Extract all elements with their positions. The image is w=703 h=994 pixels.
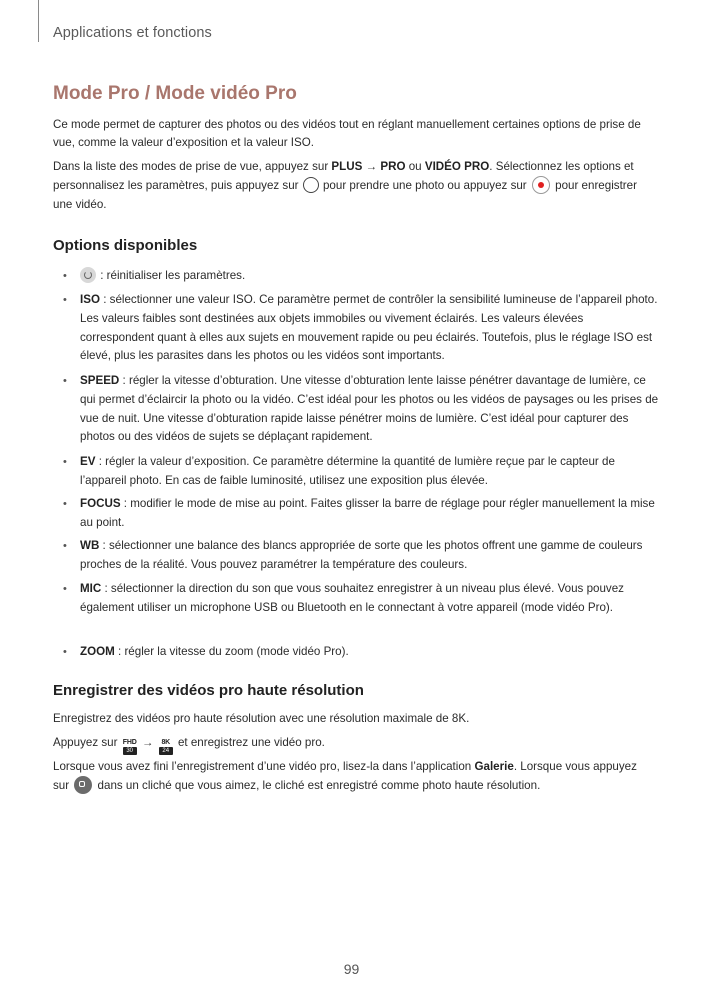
option-iso <box>63 291 660 366</box>
fhd-resolution-icon <box>123 739 137 755</box>
badge-bottom: 30 <box>123 747 137 755</box>
hires-text-4: . Lorsque vous appuyez sur <box>53 760 637 793</box>
bullet-icon: • <box>63 270 67 282</box>
option-term: ZOOM <box>80 645 115 658</box>
intro-text-2: . Sélectionnez les options et personnalisez les paramètres, puis appuyez sur <box>53 160 634 193</box>
reset-icon <box>80 267 96 283</box>
bullet-icon: • <box>63 294 67 306</box>
badge-bottom: 24 <box>159 747 173 755</box>
hires-paragraph-1: Enregistrez des vidéos pro haute résolution avec une résolution maximale de 8K. <box>53 712 470 725</box>
record-button-icon <box>532 176 550 194</box>
arrow-text: → <box>138 736 157 749</box>
option-text: : modifier le mode de mise au point. Faites glisser la barre de réglage pour régler manuellement la mise au point. <box>80 497 655 529</box>
header-rule <box>38 0 39 42</box>
bullet-icon: • <box>63 583 67 595</box>
bullet-icon: • <box>63 498 67 510</box>
gallery-label: Galerie <box>474 760 514 773</box>
option-text: : sélectionner la direction du son que vous souhaitez enregistrer à un niveau plus élevé. Vous pouvez également utiliser un microphone USB ou Bluetooth en le connectant à votre appareil (mode vidéo Pro). <box>80 582 624 614</box>
bullet-icon: • <box>63 540 67 552</box>
intro-paragraph-1: Ce mode permet de capturer des photos ou des vidéos tout en réglant manuellement certaines options de prise de vue, comme la valeur d’exposition et la valeur ISO. <box>53 118 641 150</box>
option-term: EV <box>80 455 96 468</box>
shutter-button-icon <box>303 177 319 193</box>
hires-text: Appuyez sur <box>53 736 121 749</box>
option-reset <box>63 267 660 286</box>
option-term: MIC <box>80 582 102 595</box>
page-number: 99 <box>343 961 360 977</box>
plus-label: PLUS <box>331 160 363 173</box>
option-text: : régler la valeur d’exposition. Ce paramètre détermine la quantité de lumière reçue par le capteur de l’appareil photo. En cas de faible luminosité, utilisez une exposition plus élevée. <box>80 455 615 487</box>
option-text: : régler la vitesse d’obturation. Une vitesse d’obturation lente laisse pénétrer davantage de lumière, ce qui permet d’éclaircir la photo ou la vidéo. C’est idéal pour les photos ou les vidéos de paysages ou les prises de vue de nuit. Une vitesse d’obturation rapide laisse pénétrer moins de lumière. C’est idéal pour capturer des photos ou des vidéos de sujets se déplaçant rapidement. <box>80 374 659 444</box>
hires-text-3: Lorsque vous avez fini l’enregistrement d’une vidéo pro, lisez-la dans l’application <box>53 760 475 773</box>
page-title: Mode Pro / Mode vidéo Pro <box>53 83 297 104</box>
8k-resolution-icon <box>159 739 173 755</box>
pro-label: PRO <box>380 160 406 173</box>
arrow-text: → <box>362 160 381 173</box>
badge-top: FHD <box>122 739 137 746</box>
option-term: WB <box>80 539 100 552</box>
option-zoom <box>63 643 660 662</box>
option-text: : régler la vitesse du zoom (mode vidéo Pro). <box>114 645 349 658</box>
option-term: FOCUS <box>80 497 121 510</box>
intro-text: Dans la liste des modes de prise de vue, appuyez sur <box>53 160 332 173</box>
bullet-icon: • <box>63 456 67 468</box>
section-header: Applications et fonctions <box>53 25 212 41</box>
high-resolution-capture-icon <box>74 776 92 794</box>
bullet-icon: • <box>63 375 67 387</box>
hires-paragraph-2 <box>53 734 653 755</box>
options-heading: Options disponibles <box>53 237 198 254</box>
bullet-icon: • <box>63 646 67 658</box>
or-text: ou <box>405 160 425 173</box>
option-text: : sélectionner une valeur ISO. Ce paramètre permet de contrôler la sensibilité lumineuse de l’appareil photo. Les valeurs faibles sont destinées aux objets immobiles ou vivement éclairés. Les valeurs élevées correspondent quant à elles aux sujets en mouvement rapide ou peu éclairés. Toutefois, plus le réglage ISO est élevé, plus les parasites dans les photos ou les vidéos sont importants. <box>80 293 658 363</box>
badge-top: 8K <box>161 739 170 746</box>
option-term: ISO <box>80 293 100 306</box>
video-pro-label: VIDÉO PRO <box>424 160 490 173</box>
hires-paragraph-3 <box>53 758 653 796</box>
intro-text-4: pour enregistrer une vidéo. <box>53 179 637 211</box>
option-mic <box>63 580 660 618</box>
hires-text-2: et enregistrez une vidéo pro. <box>174 736 325 749</box>
intro-text-3: pour prendre une photo ou appuyez sur <box>319 179 530 193</box>
option-term: SPEED <box>80 374 120 387</box>
option-ev <box>63 453 660 491</box>
option-text: : réinitialiser les paramètres. <box>97 269 246 282</box>
hires-heading: Enregistrer des vidéos pro haute résolution <box>53 682 364 699</box>
option-wb <box>63 537 660 575</box>
option-text: : sélectionner une balance des blancs appropriée de sorte que les photos offrent une gamme de couleurs proches de la réalité. Vous pouvez paramétrer la température des couleurs. <box>80 539 643 571</box>
option-speed <box>63 372 660 447</box>
intro-paragraph-2 <box>53 158 653 214</box>
hires-text-5: dans un cliché que vous aimez, le cliché est enregistré comme photo haute résolution. <box>94 779 541 793</box>
option-focus <box>63 495 660 533</box>
